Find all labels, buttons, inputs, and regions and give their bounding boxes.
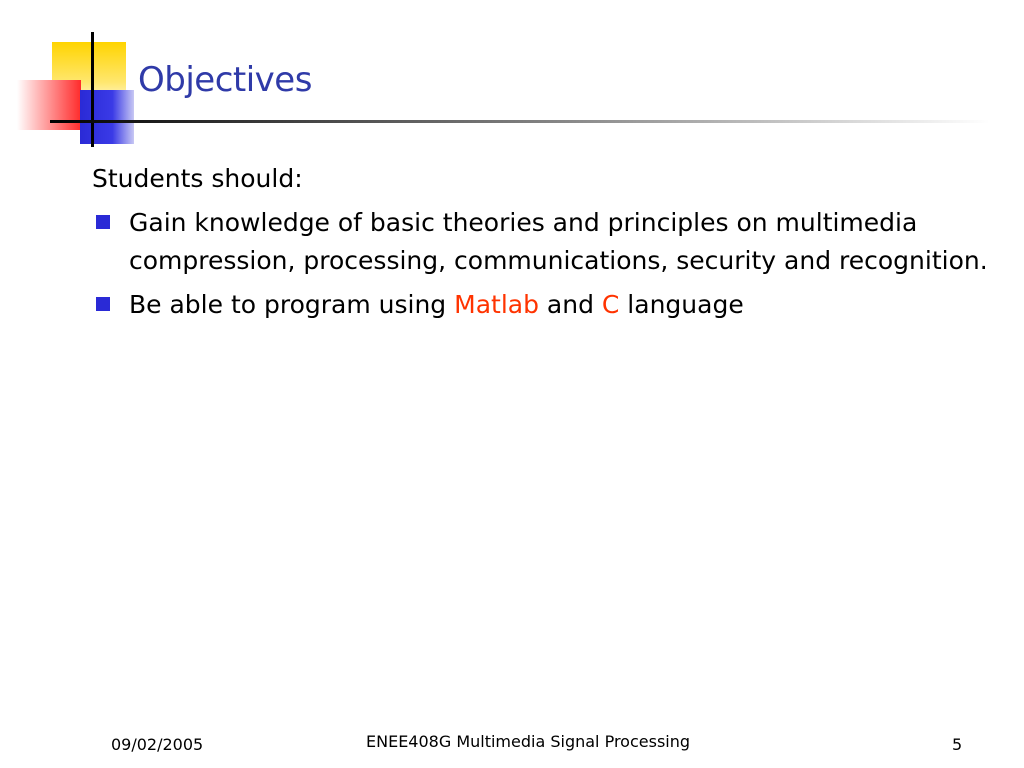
square-bullet-icon	[96, 215, 110, 229]
bullet-item	[92, 204, 1002, 280]
slide-body	[92, 160, 1002, 324]
slide-title: Objectives	[138, 60, 312, 100]
bullet-item	[92, 286, 1002, 324]
footer-course-title: ENEE408G Multimedia Signal Processing	[366, 732, 691, 751]
bullet-text: Gain knowledge of basic theories and principles on multimedia compression, processing, communications, security and recognition.	[129, 208, 988, 275]
square-bullet-icon	[96, 297, 110, 311]
footer-page-number: 5	[952, 735, 963, 754]
highlight-matlab: Matlab	[454, 290, 539, 319]
bullet-text-prefix: Be able to program using	[129, 290, 455, 319]
bullet-text-middle: and	[538, 290, 602, 319]
intro-text: Students should:	[92, 164, 303, 193]
bullet-list	[92, 204, 1002, 324]
decor-blue-square	[80, 90, 134, 144]
decor-vertical-line	[91, 32, 94, 147]
title-underline	[50, 120, 990, 123]
footer-date: 09/02/2005	[111, 735, 204, 754]
bullet-text-suffix: language	[619, 290, 744, 319]
highlight-c: C	[601, 290, 620, 319]
